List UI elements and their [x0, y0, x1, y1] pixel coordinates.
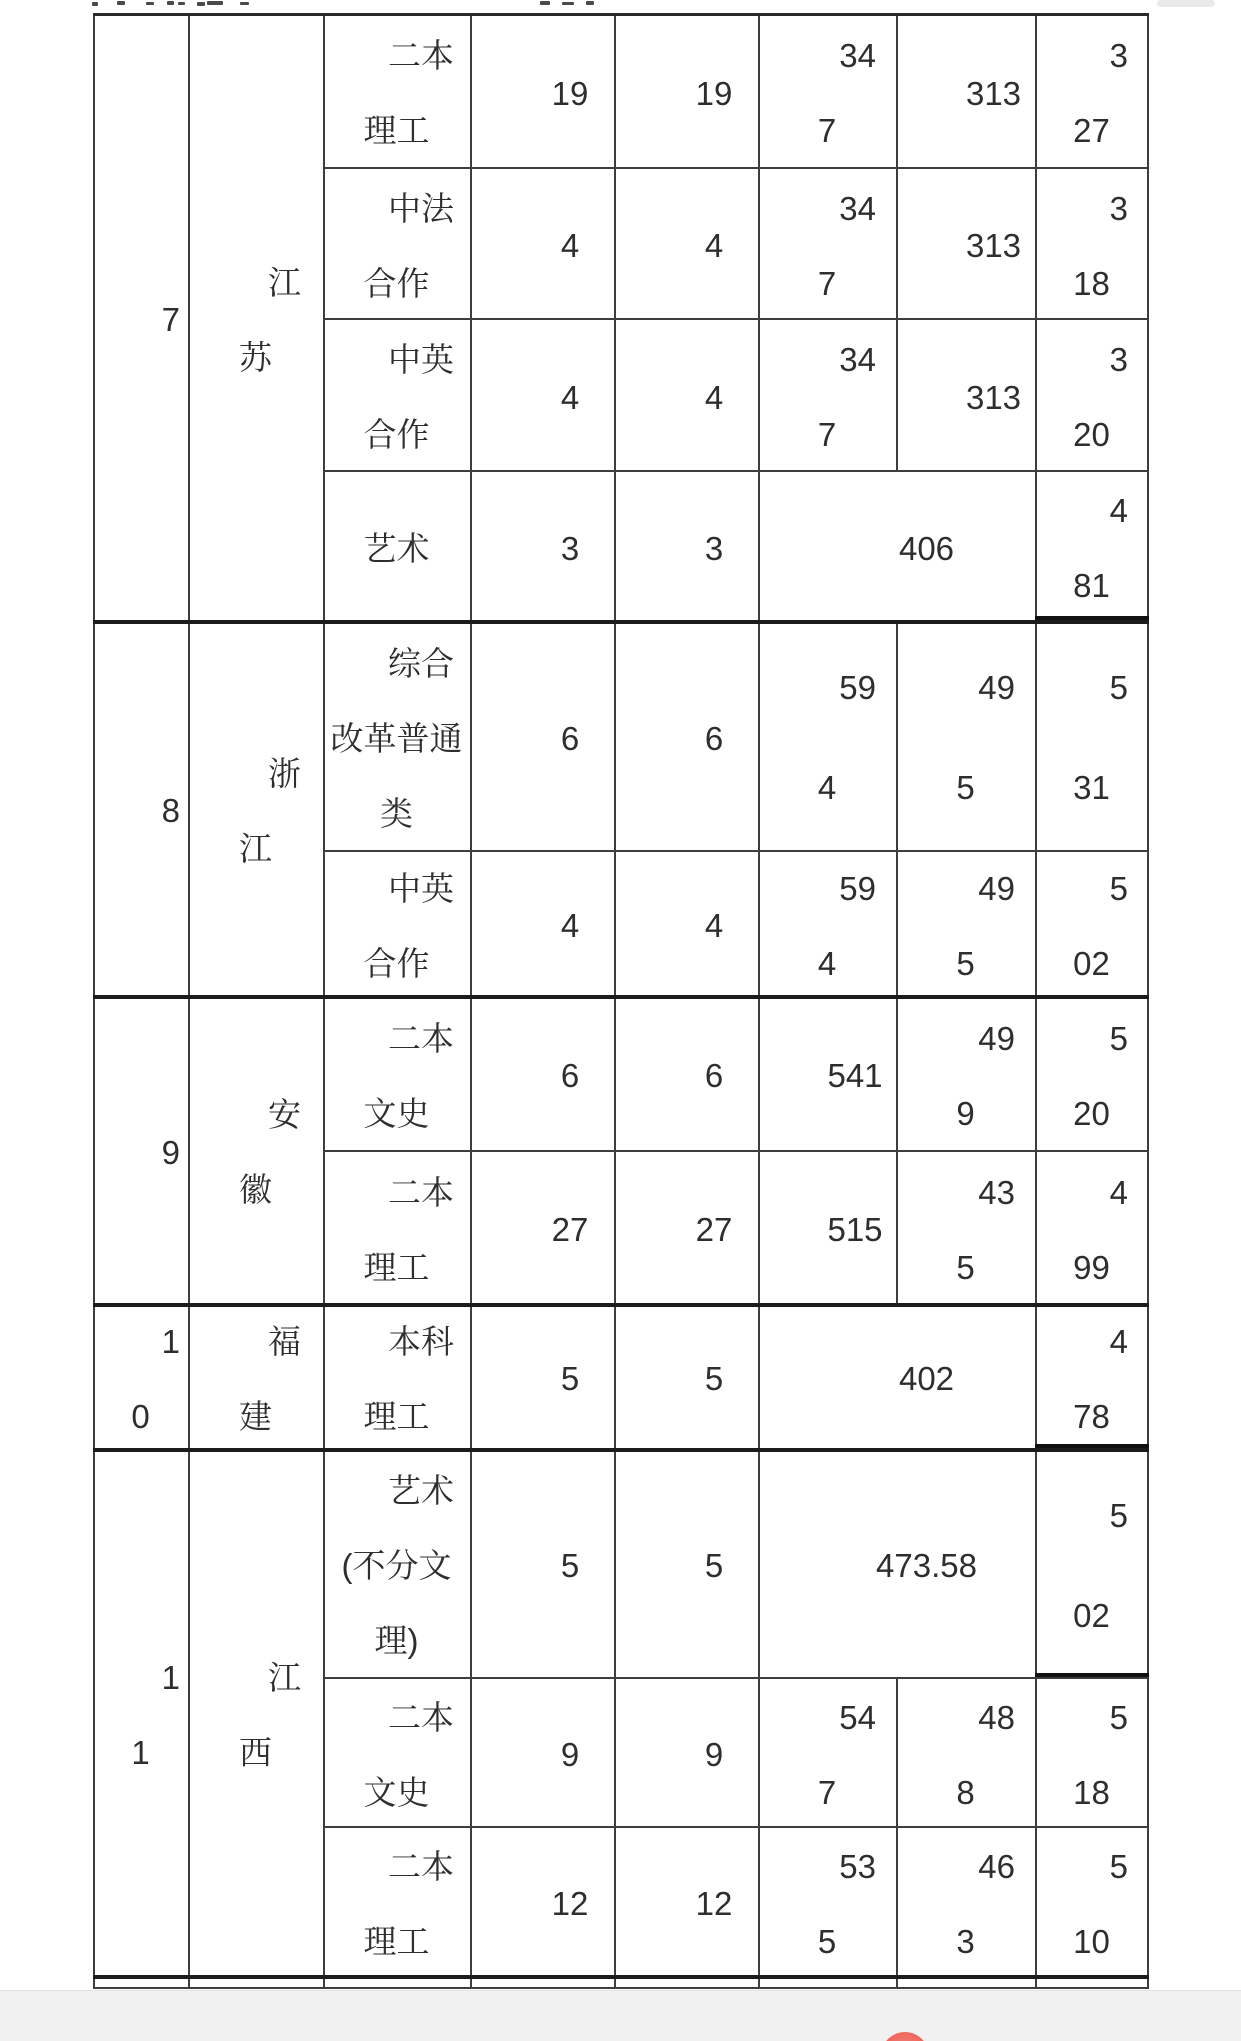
clipped-text-fragment — [178, 2, 185, 5]
grid-line-h — [1035, 1444, 1149, 1448]
grid-line-h — [323, 850, 1149, 852]
cell-line: 4 — [1109, 1322, 1128, 1360]
grid-line-h — [93, 995, 1149, 999]
cell-line: 5 — [704, 1547, 724, 1584]
cell-line: 5 — [560, 1360, 580, 1397]
cell-line: 5 — [1109, 869, 1128, 907]
cell-line: 6 — [560, 719, 580, 757]
score-cell — [1035, 318, 1148, 470]
score-cell — [896, 620, 1035, 850]
value-cell — [614, 1448, 758, 1677]
value-cell — [614, 470, 758, 620]
value-cell — [470, 1448, 614, 1677]
score-cell — [896, 167, 1035, 318]
score-cell — [896, 13, 1035, 167]
cell-line: 18 — [1073, 264, 1110, 302]
cell-line: 48 — [978, 1698, 1015, 1736]
cell-line: 江 — [268, 263, 301, 301]
clipped-text-fragment — [207, 1, 223, 5]
score-cell — [896, 1150, 1035, 1303]
cell-line: 12 — [695, 1885, 733, 1922]
score-cell — [896, 1826, 1035, 1975]
cell-line: 二本 — [388, 37, 454, 74]
cell-line: 7 — [817, 112, 837, 149]
cell-line: 二本 — [388, 1019, 454, 1057]
score-cell — [1035, 1448, 1148, 1677]
grid-line-v — [323, 13, 325, 1989]
score-cell — [758, 620, 896, 850]
province-cell — [188, 620, 323, 995]
cell-line: 9 — [704, 1736, 724, 1773]
cell-line: 二本 — [388, 1698, 454, 1736]
cell-line: 46 — [978, 1847, 1015, 1885]
value-cell — [614, 1150, 758, 1303]
category-cell — [323, 1150, 470, 1303]
value-cell — [470, 850, 614, 995]
cell-line: 合作 — [363, 264, 430, 302]
score-cell — [896, 1677, 1035, 1826]
cell-line: 安 — [268, 1096, 301, 1133]
cell-line: 02 — [1073, 1596, 1110, 1634]
score-cell — [1035, 1677, 1148, 1826]
cell-line: 苏 — [239, 338, 272, 376]
clipped-text-fragment — [167, 1, 174, 5]
cell-line: 4 — [817, 944, 837, 982]
value-cell — [470, 1826, 614, 1975]
cell-line: 313 — [965, 227, 1022, 264]
category-cell — [323, 13, 470, 167]
value-cell — [470, 1677, 614, 1826]
cell-line: 4 — [704, 378, 724, 416]
cell-line: 1 — [131, 1733, 150, 1771]
category-cell — [323, 167, 470, 318]
cell-line: 313 — [965, 378, 1022, 416]
cell-line: 5 — [704, 1360, 724, 1397]
cell-line: 19 — [695, 74, 733, 112]
cell-line: 5 — [817, 1922, 837, 1960]
score-cell — [1035, 995, 1148, 1150]
cell-line: 文史 — [363, 1094, 430, 1132]
grid-line-v — [614, 13, 616, 1989]
grid-line-v — [896, 13, 898, 470]
cell-line: 7 — [817, 416, 837, 453]
cell-line: 4 — [1109, 492, 1128, 529]
cell-line: 4 — [704, 907, 724, 944]
cell-line: 江 — [239, 829, 272, 867]
cell-line: 313 — [965, 74, 1022, 112]
value-cell — [614, 13, 758, 167]
category-cell — [323, 1303, 470, 1448]
cell-line: 402 — [898, 1360, 955, 1397]
scrollbar-pill[interactable] — [1157, 0, 1215, 7]
value-cell — [470, 318, 614, 470]
cell-line: 理工 — [363, 1922, 430, 1960]
cell-line: 合作 — [363, 944, 430, 982]
cell-line: 4 — [560, 227, 580, 264]
value-cell — [470, 995, 614, 1150]
score-cell — [758, 1826, 896, 1975]
cell-line: 6 — [704, 1057, 724, 1094]
cell-line: 12 — [551, 1885, 589, 1922]
grid-line-h — [93, 1448, 1149, 1452]
score-cell — [758, 1677, 896, 1826]
cell-line: 4 — [817, 769, 837, 806]
cell-line: 7 — [161, 301, 180, 338]
cell-line: 9 — [956, 1094, 975, 1132]
cell-line: 江 — [268, 1658, 301, 1696]
cell-line: 473.58 — [876, 1547, 977, 1584]
category-cell — [323, 470, 470, 620]
cell-line: 中英 — [388, 869, 454, 907]
cell-line: 福 — [268, 1322, 301, 1360]
cell-line: 浙 — [268, 754, 301, 792]
score-cell — [896, 318, 1035, 470]
value-cell — [614, 1826, 758, 1975]
score-cell — [758, 318, 896, 470]
cell-line: 5 — [956, 769, 975, 806]
row-number-cell — [93, 1303, 188, 1448]
cell-line: 515 — [827, 1211, 883, 1248]
cell-line: 艺术 — [363, 529, 430, 567]
grid-line-v — [188, 13, 190, 1989]
grid-line-h — [93, 1303, 1149, 1307]
cell-line: 20 — [1073, 1094, 1110, 1132]
cell-line: 53 — [839, 1847, 876, 1885]
grid-line-h — [323, 1677, 1149, 1679]
score-cell — [1035, 620, 1148, 850]
cell-line: 3 — [1109, 341, 1128, 378]
cell-line: 5 — [1109, 1019, 1128, 1057]
cell-line: 5 — [956, 944, 975, 982]
cell-line: 19 — [551, 74, 589, 112]
value-cell — [470, 470, 614, 620]
cell-line: 406 — [898, 529, 955, 567]
score-cell — [758, 995, 896, 1150]
cell-line: 徽 — [239, 1171, 272, 1208]
cell-line: 6 — [704, 719, 724, 757]
cell-line: 7 — [817, 1773, 837, 1811]
cell-line: 10 — [1073, 1922, 1110, 1960]
grid-line-h — [323, 1826, 1149, 1828]
clipped-text-fragment — [146, 2, 154, 5]
grid-line-h — [323, 1150, 1149, 1152]
cell-line: 合作 — [363, 416, 430, 453]
cell-line: 二本 — [388, 1173, 454, 1211]
cell-line: 49 — [978, 869, 1015, 907]
value-cell — [470, 1303, 614, 1448]
category-cell — [323, 1448, 470, 1677]
cell-line: 综合 — [388, 644, 454, 682]
cell-line: 中法 — [388, 189, 454, 227]
clipped-text-fragment — [92, 2, 98, 6]
cell-line: 9 — [161, 1133, 180, 1171]
cell-line: 541 — [827, 1057, 883, 1094]
value-cell — [614, 167, 758, 318]
category-cell — [323, 1826, 470, 1975]
row-number-cell — [93, 13, 188, 620]
cell-line: 中英 — [388, 341, 454, 378]
cell-line: 理工 — [363, 1248, 430, 1286]
cell-line: 3 — [560, 529, 580, 567]
value-cell — [470, 167, 614, 318]
grid-line-h — [93, 1987, 1149, 1989]
cell-line: 27 — [695, 1211, 733, 1248]
cell-line: 34 — [839, 341, 876, 378]
cell-line: 81 — [1073, 567, 1110, 604]
category-cell — [323, 620, 470, 850]
clipped-text-fragment — [240, 2, 249, 5]
page-gap — [0, 1990, 1241, 2041]
score-cell — [1035, 470, 1148, 620]
grid-line-v — [1035, 13, 1037, 1989]
clipped-text-fragment — [117, 1, 125, 5]
score-cell — [1035, 1150, 1148, 1303]
cell-line: 本科 — [388, 1322, 454, 1360]
category-cell — [323, 850, 470, 995]
grid-line-h — [323, 318, 1149, 320]
grid-line-h — [93, 620, 1149, 624]
cell-line: 1 — [161, 1322, 180, 1360]
cell-line: 78 — [1073, 1397, 1110, 1435]
cell-line: 34 — [839, 37, 876, 74]
cell-line: 5 — [956, 1248, 975, 1286]
grid-line-v — [93, 13, 95, 1989]
cell-line: 文史 — [363, 1773, 430, 1811]
cell-line: 4 — [560, 378, 580, 416]
grid-line-h — [323, 167, 1149, 169]
cell-line: 5 — [560, 1547, 580, 1584]
grid-line-h — [93, 13, 1149, 16]
row-number-cell — [93, 620, 188, 995]
cell-line: 20 — [1073, 416, 1110, 453]
clipped-text-fragment — [540, 1, 550, 5]
score-cell — [758, 1150, 896, 1303]
score-cell — [1035, 1303, 1148, 1448]
category-cell — [323, 995, 470, 1150]
score-cell — [1035, 850, 1148, 995]
value-cell — [470, 1150, 614, 1303]
cell-line: 8 — [956, 1773, 975, 1811]
cell-line: 9 — [560, 1736, 580, 1773]
cell-line: 6 — [560, 1057, 580, 1094]
score-cell — [1035, 167, 1148, 318]
clipped-text-fragment — [562, 2, 574, 5]
cell-line: 31 — [1073, 769, 1110, 806]
cell-line: 27 — [551, 1211, 589, 1248]
score-cell — [896, 995, 1035, 1150]
cell-line: 西 — [239, 1733, 272, 1771]
value-cell — [614, 995, 758, 1150]
cell-line: 7 — [817, 264, 837, 302]
value-cell — [470, 13, 614, 167]
merged-score-cell — [758, 1448, 1035, 1677]
cell-line: 3 — [1109, 189, 1128, 227]
cell-line: 49 — [978, 1019, 1015, 1057]
value-cell — [614, 1677, 758, 1826]
grid-line-v — [896, 1677, 898, 1989]
value-cell — [614, 620, 758, 850]
province-cell — [188, 1303, 323, 1448]
cell-line: 34 — [839, 189, 876, 227]
cell-line: 二本 — [388, 1847, 454, 1885]
grid-line-h — [1035, 1673, 1149, 1677]
cell-line: 54 — [839, 1698, 876, 1736]
value-cell — [614, 1303, 758, 1448]
cell-line: 59 — [839, 869, 876, 907]
cell-line: 理工 — [363, 112, 430, 149]
score-cell — [758, 13, 896, 167]
clipped-text-fragment — [197, 2, 205, 6]
score-cell — [896, 850, 1035, 995]
merged-score-cell — [758, 470, 1035, 620]
grid-line-v — [1147, 13, 1149, 1989]
cell-line: (不分文 — [341, 1547, 452, 1584]
grid-line-v — [896, 620, 898, 1303]
clipped-text-fragment — [586, 1, 594, 5]
cell-line: 3 — [1109, 37, 1128, 74]
grid-line-v — [758, 13, 760, 1989]
score-cell — [758, 167, 896, 318]
cell-line: 43 — [978, 1173, 1015, 1211]
cell-line: 艺术 — [388, 1472, 454, 1509]
grid-line-h — [323, 470, 1149, 472]
row-number-cell — [93, 1448, 188, 1975]
grid-line-h — [93, 1975, 1149, 1979]
cell-line: 0 — [131, 1397, 150, 1435]
row-number-cell — [93, 995, 188, 1303]
cell-line: 5 — [1109, 1698, 1128, 1736]
cell-line: 5 — [1109, 1496, 1128, 1534]
grid-line-h — [1035, 616, 1149, 620]
cell-line: 1 — [161, 1658, 180, 1696]
cell-line: 49 — [978, 669, 1015, 706]
score-cell — [1035, 1826, 1148, 1975]
category-cell — [323, 318, 470, 470]
cell-line: 4 — [704, 227, 724, 264]
score-cell — [758, 850, 896, 995]
cell-line: 理) — [374, 1622, 419, 1659]
cell-line: 3 — [704, 529, 724, 567]
cell-line: 18 — [1073, 1773, 1110, 1811]
cell-line: 5 — [1109, 669, 1128, 706]
cell-line: 改革普通 — [330, 719, 463, 757]
cell-line: 4 — [560, 907, 580, 944]
value-cell — [614, 850, 758, 995]
province-cell — [188, 1448, 323, 1975]
cell-line: 4 — [1109, 1173, 1128, 1211]
cell-line: 3 — [956, 1922, 975, 1960]
cell-line: 理工 — [363, 1397, 430, 1435]
cell-line: 建 — [239, 1397, 272, 1435]
cell-line: 5 — [1109, 1847, 1128, 1885]
category-cell — [323, 1677, 470, 1826]
merged-score-cell — [758, 1303, 1035, 1448]
cell-line: 27 — [1073, 112, 1110, 149]
value-cell — [614, 318, 758, 470]
cell-line: 99 — [1073, 1248, 1110, 1286]
cell-line: 8 — [161, 792, 180, 829]
value-cell — [470, 620, 614, 850]
score-cell — [1035, 13, 1148, 167]
cell-line: 02 — [1073, 944, 1110, 982]
cell-line: 类 — [380, 794, 413, 832]
province-cell — [188, 995, 323, 1303]
cell-line: 59 — [839, 669, 876, 706]
province-cell — [188, 13, 323, 620]
grid-line-v — [470, 13, 472, 1989]
